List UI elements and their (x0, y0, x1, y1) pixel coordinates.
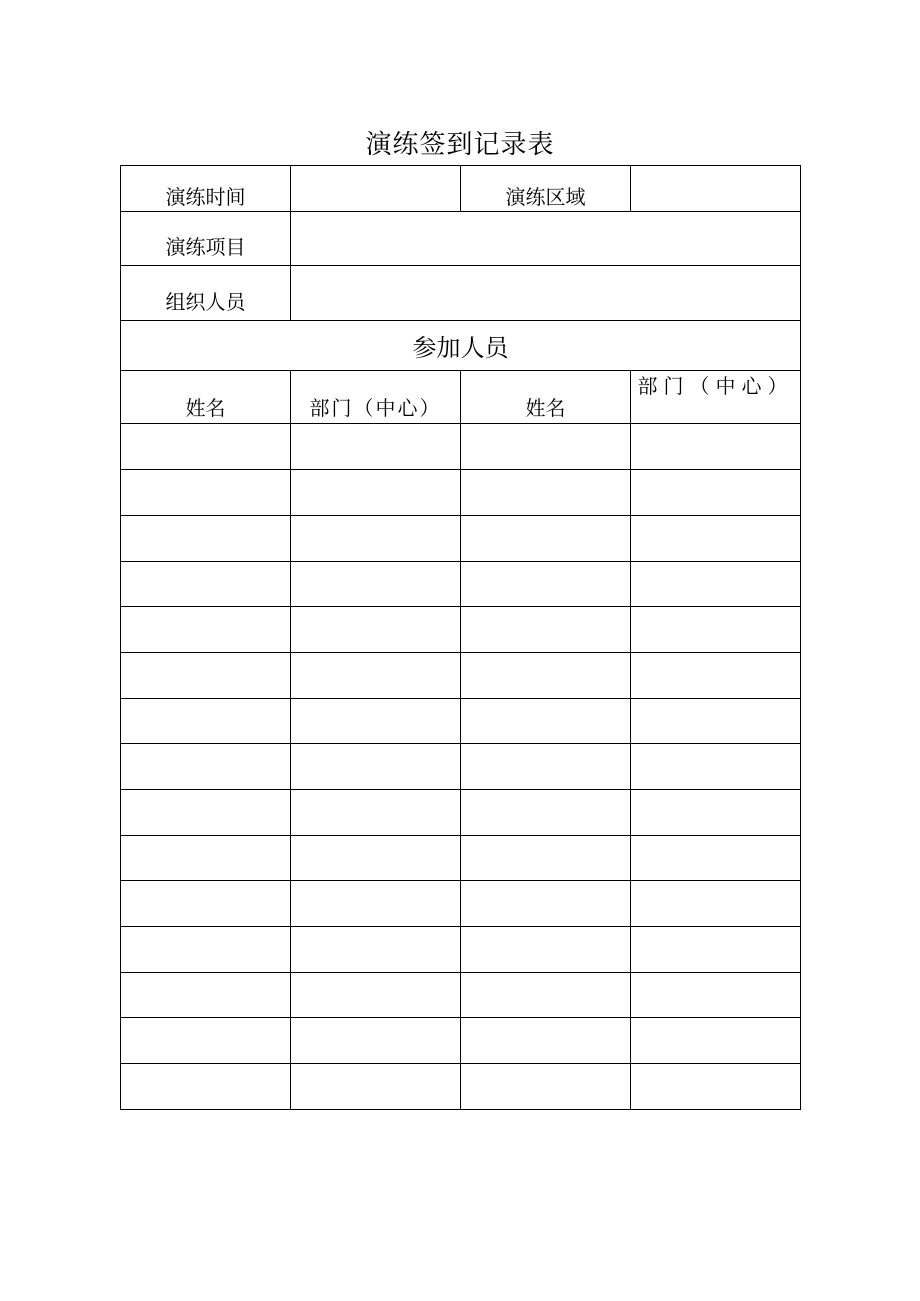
participant-department-cell[interactable] (631, 470, 801, 516)
participant-name-cell[interactable] (461, 927, 631, 973)
participant-name-cell[interactable] (461, 836, 631, 881)
participant-department-cell[interactable] (631, 881, 801, 927)
participant-department-cell[interactable] (291, 744, 461, 790)
participant-row (121, 836, 801, 881)
participant-department-cell[interactable] (291, 790, 461, 836)
participant-name-cell[interactable] (121, 1064, 291, 1110)
project-row (121, 212, 801, 266)
participants-header-row (121, 371, 801, 424)
participant-row (121, 790, 801, 836)
participant-department-cell[interactable] (291, 562, 461, 607)
organizer-row (121, 266, 801, 321)
participant-name-cell[interactable] (121, 927, 291, 973)
participant-row (121, 562, 801, 607)
participant-name-cell[interactable] (121, 470, 291, 516)
drill-time-label: 演练时间 (121, 166, 291, 212)
time-area-row (121, 166, 801, 212)
form-title: 演练签到记录表 (365, 130, 555, 160)
organizer-field[interactable] (291, 266, 801, 321)
header-department-2: 部门（中心） (631, 371, 801, 424)
participant-name-cell[interactable] (461, 699, 631, 744)
participant-row (121, 607, 801, 653)
participant-department-cell[interactable] (631, 790, 801, 836)
participant-row (121, 744, 801, 790)
participant-row (121, 1064, 801, 1110)
participant-name-cell[interactable] (121, 699, 291, 744)
participant-name-cell[interactable] (461, 1018, 631, 1064)
header-department-1: 部门（中心） (291, 371, 461, 424)
participant-name-cell[interactable] (461, 973, 631, 1018)
participant-department-cell[interactable] (291, 1018, 461, 1064)
participant-department-cell[interactable] (631, 973, 801, 1018)
participant-name-cell[interactable] (461, 562, 631, 607)
participant-row (121, 973, 801, 1018)
participant-name-cell[interactable] (121, 973, 291, 1018)
participant-department-cell[interactable] (291, 1064, 461, 1110)
participant-row (121, 699, 801, 744)
participant-department-cell[interactable] (631, 1064, 801, 1110)
header-name-2: 姓名 (461, 371, 631, 424)
participant-name-cell[interactable] (121, 424, 291, 470)
participant-row (121, 653, 801, 699)
participant-department-cell[interactable] (631, 424, 801, 470)
participant-department-cell[interactable] (291, 470, 461, 516)
header-name-1: 姓名 (121, 371, 291, 424)
participant-department-cell[interactable] (631, 927, 801, 973)
participant-department-cell[interactable] (631, 836, 801, 881)
participant-department-cell[interactable] (291, 927, 461, 973)
participant-name-cell[interactable] (121, 790, 291, 836)
drill-area-field[interactable] (631, 166, 801, 212)
organizer-label: 组织人员 (121, 266, 291, 321)
participant-name-cell[interactable] (121, 653, 291, 699)
drill-area-label: 演练区域 (461, 166, 631, 212)
participant-name-cell[interactable] (461, 744, 631, 790)
drill-project-label: 演练项目 (121, 212, 291, 266)
participant-name-cell[interactable] (461, 424, 631, 470)
participant-name-cell[interactable] (461, 516, 631, 562)
participant-name-cell[interactable] (461, 607, 631, 653)
participant-row (121, 470, 801, 516)
section-row (121, 321, 801, 371)
participant-department-cell[interactable] (291, 424, 461, 470)
participants-section-title: 参加人员 (121, 321, 801, 371)
participant-department-cell[interactable] (291, 973, 461, 1018)
participant-name-cell[interactable] (121, 1018, 291, 1064)
participant-name-cell[interactable] (121, 881, 291, 927)
participant-department-cell[interactable] (631, 1018, 801, 1064)
participant-name-cell[interactable] (461, 790, 631, 836)
participant-row (121, 516, 801, 562)
participant-name-cell[interactable] (121, 836, 291, 881)
participant-row (121, 424, 801, 470)
participant-name-cell[interactable] (461, 470, 631, 516)
participant-department-cell[interactable] (291, 881, 461, 927)
participant-department-cell[interactable] (291, 836, 461, 881)
participant-department-cell[interactable] (291, 699, 461, 744)
participant-name-cell[interactable] (121, 562, 291, 607)
participant-department-cell[interactable] (631, 653, 801, 699)
drill-time-field[interactable] (291, 166, 461, 212)
participant-department-cell[interactable] (631, 744, 801, 790)
participant-row (121, 1018, 801, 1064)
participant-department-cell[interactable] (291, 516, 461, 562)
participant-department-cell[interactable] (631, 562, 801, 607)
participant-department-cell[interactable] (631, 607, 801, 653)
participant-department-cell[interactable] (631, 516, 801, 562)
participant-department-cell[interactable] (291, 653, 461, 699)
participant-department-cell[interactable] (631, 699, 801, 744)
sign-in-table (120, 165, 801, 1110)
drill-project-field[interactable] (291, 212, 801, 266)
participant-name-cell[interactable] (121, 607, 291, 653)
participant-name-cell[interactable] (461, 881, 631, 927)
participant-name-cell[interactable] (121, 744, 291, 790)
participant-row (121, 881, 801, 927)
participant-name-cell[interactable] (121, 516, 291, 562)
participant-name-cell[interactable] (461, 1064, 631, 1110)
participant-row (121, 927, 801, 973)
participant-department-cell[interactable] (291, 607, 461, 653)
participant-name-cell[interactable] (461, 653, 631, 699)
